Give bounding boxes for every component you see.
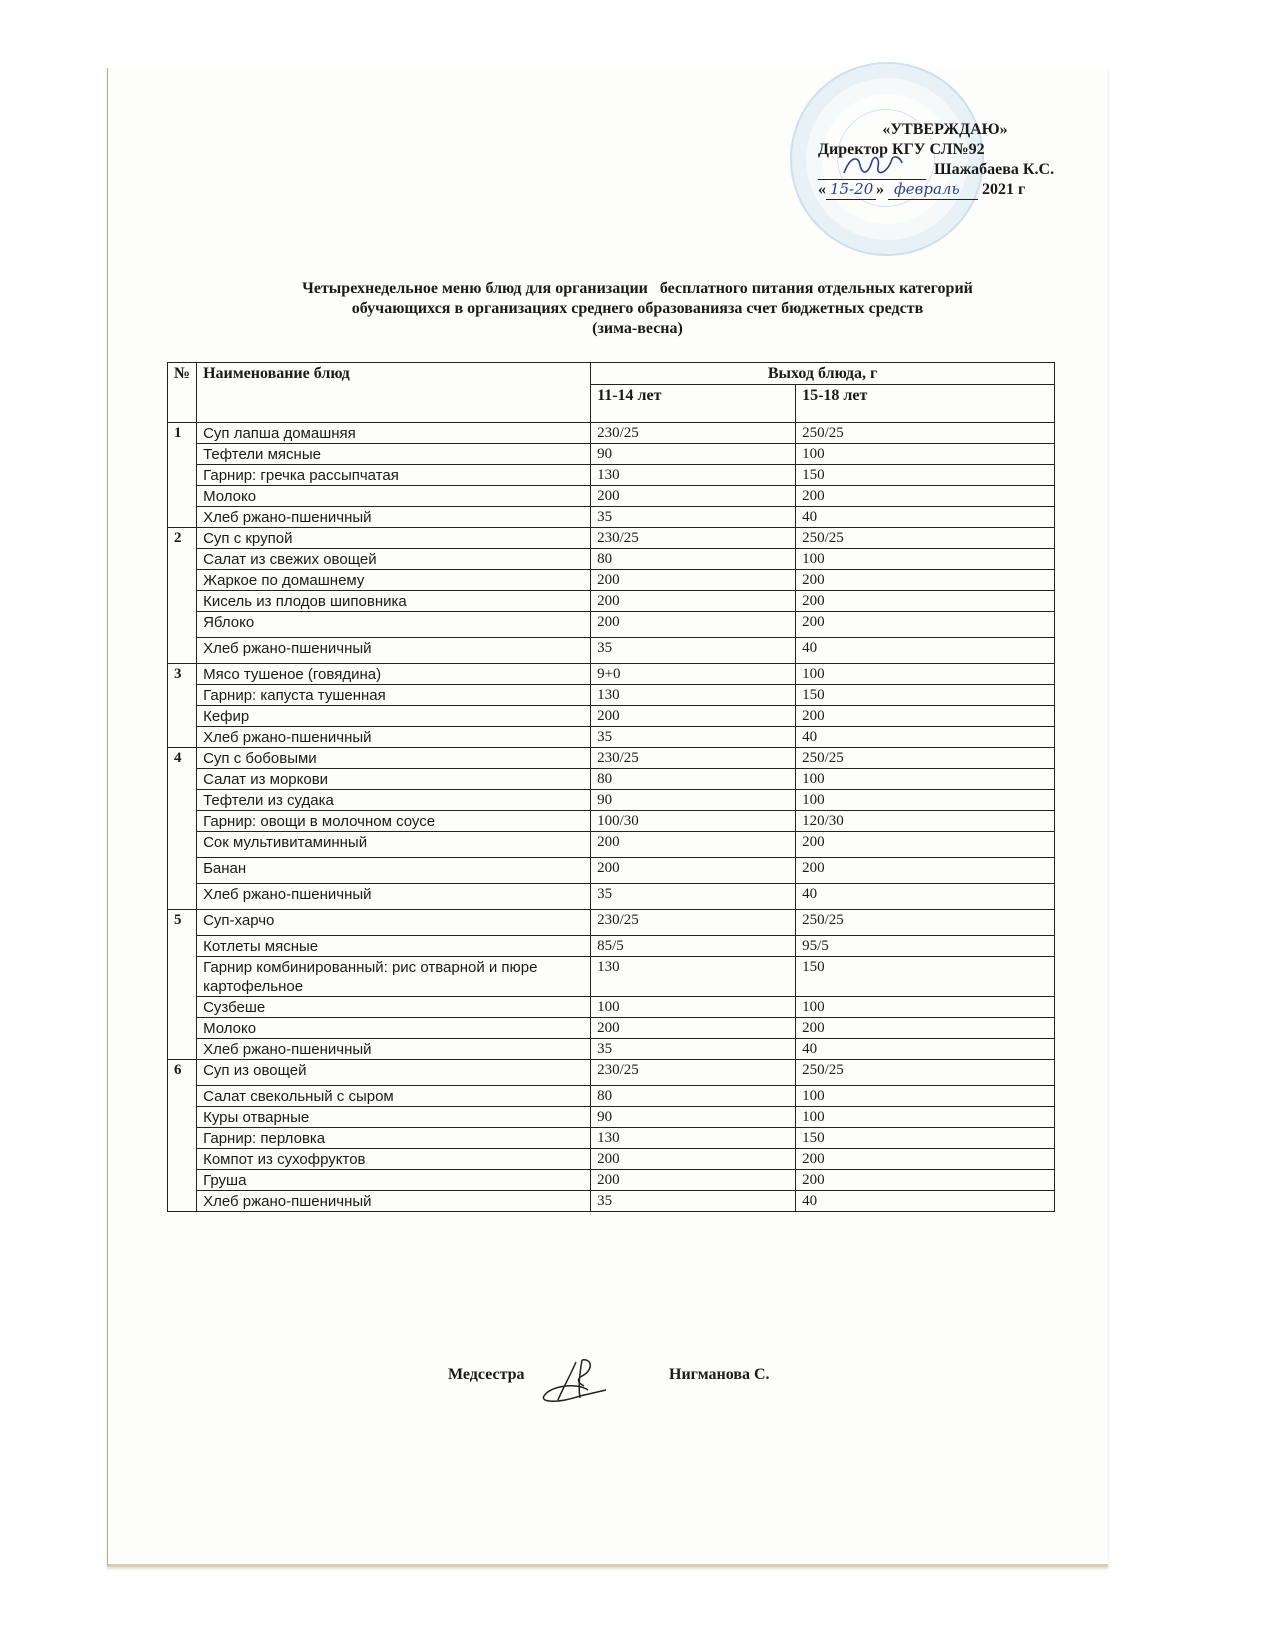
yield-11-14: 200 [591, 570, 796, 591]
yield-11-14: 80 [591, 1086, 796, 1107]
dish-name: Гарнир: гречка рассыпчатая [197, 465, 591, 486]
dish-name: Гарнир: капуста тушенная [197, 685, 591, 706]
dish-name: Сузбеше [197, 997, 591, 1018]
yield-15-18: 100 [796, 997, 1055, 1018]
yield-15-18: 200 [796, 1170, 1055, 1191]
yield-11-14: 85/5 [591, 936, 796, 957]
yield-15-18: 150 [796, 1128, 1055, 1149]
yield-11-14: 230/25 [591, 910, 796, 936]
yield-11-14: 90 [591, 444, 796, 465]
yield-11-14: 230/25 [591, 1060, 796, 1086]
table-row [168, 936, 1055, 957]
director-signature-line [818, 161, 926, 180]
yield-11-14: 130 [591, 1128, 796, 1149]
yield-15-18: 100 [796, 790, 1055, 811]
date-month-line [888, 181, 978, 200]
approval-heading: «УТВЕРЖДАЮ» [882, 121, 1008, 138]
table-row [168, 507, 1055, 528]
yield-15-18: 200 [796, 570, 1055, 591]
day-number: 5 [168, 910, 197, 1060]
approval-position: Директор КГУ СЛ№92 [818, 141, 985, 158]
yield-15-18: 250/25 [796, 1060, 1055, 1086]
day-number: 4 [168, 748, 197, 910]
table-row [168, 1107, 1055, 1128]
table-row [168, 1086, 1055, 1107]
dish-name: Гарнир комбинированный: рис отварной и пюре картофельное [197, 957, 591, 997]
header-number: № [168, 363, 197, 423]
yield-11-14: 80 [591, 549, 796, 570]
yield-11-14: 9+0 [591, 664, 796, 685]
yield-15-18: 40 [796, 507, 1055, 528]
document-title [160, 279, 1115, 339]
yield-11-14: 200 [591, 858, 796, 884]
yield-15-18: 40 [796, 1039, 1055, 1060]
dish-name: Тефтели мясные [197, 444, 591, 465]
yield-11-14: 200 [591, 612, 796, 638]
table-row [168, 858, 1055, 884]
dish-name: Куры отварные [197, 1107, 591, 1128]
date-close-quote: » [876, 181, 884, 198]
table-row [168, 444, 1055, 465]
yield-15-18: 250/25 [796, 528, 1055, 549]
table-row [168, 884, 1055, 910]
dish-name: Груша [197, 1170, 591, 1191]
dish-name: Суп из овощей [197, 1060, 591, 1086]
yield-11-14: 200 [591, 1149, 796, 1170]
yield-11-14: 90 [591, 1107, 796, 1128]
yield-11-14: 100 [591, 997, 796, 1018]
menu-table [167, 362, 1055, 1212]
dish-name: Кефир [197, 706, 591, 727]
yield-11-14: 130 [591, 685, 796, 706]
yield-15-18: 200 [796, 486, 1055, 507]
yield-15-18: 200 [796, 1018, 1055, 1039]
yield-11-14: 200 [591, 706, 796, 727]
day-number: 6 [168, 1060, 197, 1212]
yield-11-14: 200 [591, 486, 796, 507]
dish-name: Банан [197, 858, 591, 884]
title-line-2: обучающихся в организациях среднего образованияза счет бюджетных средств [351, 300, 924, 317]
table-row [168, 486, 1055, 507]
table-header-row [168, 363, 1055, 385]
table-row [168, 465, 1055, 486]
yield-15-18: 150 [796, 685, 1055, 706]
table-row [168, 748, 1055, 769]
table-row [168, 910, 1055, 936]
yield-15-18: 150 [796, 957, 1055, 997]
yield-15-18: 200 [796, 591, 1055, 612]
yield-15-18: 40 [796, 727, 1055, 748]
dish-name: Суп с крупой [197, 528, 591, 549]
menu-table-body [168, 423, 1055, 1212]
yield-15-18: 100 [796, 664, 1055, 685]
yield-15-18: 150 [796, 465, 1055, 486]
table-row [168, 997, 1055, 1018]
header-yield: Выход блюда, г [591, 363, 1055, 385]
dish-name: Суп-харчо [197, 910, 591, 936]
table-row [168, 1128, 1055, 1149]
dish-name: Хлеб ржано-пшеничный [197, 1191, 591, 1212]
day-number: 3 [168, 664, 197, 748]
dish-name: Гарнир: перловка [197, 1128, 591, 1149]
dish-name: Компот из сухофруктов [197, 1149, 591, 1170]
dish-name: Салат свекольный с сыром [197, 1086, 591, 1107]
yield-15-18: 200 [796, 858, 1055, 884]
yield-15-18: 200 [796, 1149, 1055, 1170]
yield-11-14: 130 [591, 957, 796, 997]
table-row [168, 1191, 1055, 1212]
table-row [168, 685, 1055, 706]
yield-11-14: 35 [591, 1039, 796, 1060]
date-day: 15-20 [830, 180, 874, 198]
dish-name: Тефтели из судака [197, 790, 591, 811]
dish-name: Хлеб ржано-пшеничный [197, 638, 591, 664]
title-line-3: (зима-весна) [592, 320, 683, 337]
yield-11-14: 130 [591, 465, 796, 486]
title-line-1: Четырехнедельное меню блюд для организации бесплатного питания отдельных категорий [302, 280, 973, 297]
yield-15-18: 40 [796, 638, 1055, 664]
day-number: 1 [168, 423, 197, 528]
table-row [168, 549, 1055, 570]
table-row [168, 1018, 1055, 1039]
yield-15-18: 250/25 [796, 910, 1055, 936]
approval-signatory: Шажабаева К.С. [934, 161, 1055, 178]
yield-11-14: 35 [591, 1191, 796, 1212]
table-row [168, 727, 1055, 748]
dish-name: Салат из свежих овощей [197, 549, 591, 570]
nurse-signature-icon [536, 1356, 616, 1406]
yield-11-14: 35 [591, 727, 796, 748]
table-row [168, 957, 1055, 997]
dish-name: Хлеб ржано-пшеничный [197, 727, 591, 748]
yield-11-14: 200 [591, 832, 796, 858]
director-signature-icon [840, 153, 910, 179]
yield-11-14: 230/25 [591, 528, 796, 549]
table-row [168, 612, 1055, 638]
yield-15-18: 120/30 [796, 811, 1055, 832]
table-row [168, 423, 1055, 444]
yield-15-18: 100 [796, 1107, 1055, 1128]
table-row [168, 638, 1055, 664]
date-year: 2021 г [982, 181, 1026, 198]
yield-15-18: 200 [796, 832, 1055, 858]
table-row [168, 591, 1055, 612]
dish-name: Котлеты мясные [197, 936, 591, 957]
header-name: Наименование блюд [197, 363, 591, 423]
yield-11-14: 100/30 [591, 811, 796, 832]
dish-name: Жаркое по домашнему [197, 570, 591, 591]
yield-11-14: 200 [591, 1018, 796, 1039]
dish-name: Яблоко [197, 612, 591, 638]
date-month: февраль [894, 180, 960, 198]
table-row [168, 790, 1055, 811]
yield-15-18: 250/25 [796, 748, 1055, 769]
yield-15-18: 100 [796, 444, 1055, 465]
table-row [168, 832, 1055, 858]
dish-name: Хлеб ржано-пшеничный [197, 1039, 591, 1060]
yield-11-14: 230/25 [591, 748, 796, 769]
dish-name: Хлеб ржано-пшеничный [197, 884, 591, 910]
yield-11-14: 200 [591, 1170, 796, 1191]
footer-role: Медсестра [448, 1366, 525, 1383]
yield-15-18: 95/5 [796, 936, 1055, 957]
yield-11-14: 35 [591, 638, 796, 664]
date-open-quote: « [818, 181, 826, 198]
dish-name: Суп с бобовыми [197, 748, 591, 769]
table-row [168, 706, 1055, 727]
table-row [168, 664, 1055, 685]
footer-name: Нигманова С. [669, 1366, 770, 1383]
dish-name: Молоко [197, 1018, 591, 1039]
table-row [168, 769, 1055, 790]
table-row [168, 811, 1055, 832]
dish-name: Салат из моркови [197, 769, 591, 790]
yield-15-18: 40 [796, 1191, 1055, 1212]
header-age-15-18: 15-18 лет [796, 385, 1055, 423]
dish-name: Суп лапша домашняя [197, 423, 591, 444]
yield-15-18: 200 [796, 706, 1055, 727]
dish-name: Хлеб ржано-пшеничный [197, 507, 591, 528]
table-row [168, 1149, 1055, 1170]
table-row [168, 528, 1055, 549]
yield-11-14: 80 [591, 769, 796, 790]
approval-block [810, 120, 1060, 200]
yield-15-18: 40 [796, 884, 1055, 910]
dish-name: Молоко [197, 486, 591, 507]
dish-name: Мясо тушеное (говядина) [197, 664, 591, 685]
dish-name: Кисель из плодов шиповника [197, 591, 591, 612]
yield-15-18: 100 [796, 549, 1055, 570]
header-age-11-14: 11-14 лет [591, 385, 796, 423]
yield-11-14: 35 [591, 507, 796, 528]
yield-11-14: 200 [591, 591, 796, 612]
yield-11-14: 230/25 [591, 423, 796, 444]
yield-15-18: 100 [796, 1086, 1055, 1107]
yield-15-18: 200 [796, 612, 1055, 638]
table-row [168, 1060, 1055, 1086]
day-number: 2 [168, 528, 197, 664]
yield-11-14: 35 [591, 884, 796, 910]
dish-name: Сок мультивитаминный [197, 832, 591, 858]
dish-name: Гарнир: овощи в молочном соусе [197, 811, 591, 832]
table-row [168, 1039, 1055, 1060]
yield-15-18: 250/25 [796, 423, 1055, 444]
yield-11-14: 90 [591, 790, 796, 811]
yield-15-18: 100 [796, 769, 1055, 790]
table-row [168, 1170, 1055, 1191]
table-row [168, 570, 1055, 591]
date-day-line [826, 181, 876, 200]
